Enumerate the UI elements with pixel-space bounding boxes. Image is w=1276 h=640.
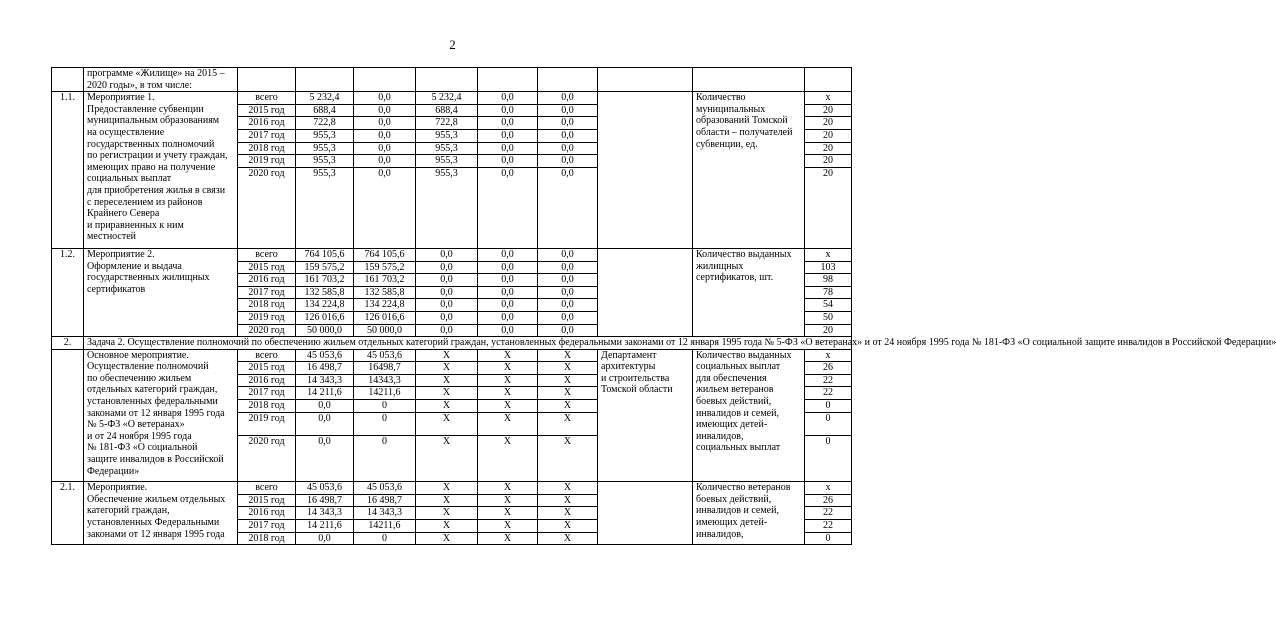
other-sources: 0,0: [538, 104, 598, 117]
other-sources: 0,0: [538, 142, 598, 155]
total-amount: 159 575,2: [296, 261, 354, 274]
cell-line: муниципальным образованиям: [87, 115, 220, 127]
regional-budget: [416, 68, 478, 92]
period: 2018 год: [238, 532, 296, 545]
cell-line: боевых действий,: [696, 493, 772, 505]
total-amount: 0,0: [296, 412, 354, 435]
cell-line: государственных жилищных: [87, 272, 210, 284]
task-text: Задача 2. Осуществление полномочий по обеспечению жильем отдельных категорий граждан, установленных федеральными законами от 12 января 1995 года № 5-ФЗ «О ветеранах» и от 24 ноября 1995 года № 181-ФЗ «О социальной защите инвалидов в Российской Федерации»: [84, 337, 852, 350]
total-amount: [296, 68, 354, 92]
indicator-value: 78: [805, 286, 852, 299]
period: всего: [238, 482, 296, 495]
row-number: [52, 349, 84, 482]
period: 2016 год: [238, 507, 296, 520]
regional-budget: Х: [416, 435, 478, 481]
activity-description: [84, 349, 238, 482]
period: 2018 год: [238, 142, 296, 155]
other-sources: 0,0: [538, 92, 598, 105]
total-amount: 45 053,6: [296, 349, 354, 362]
regional-budget: 0,0: [416, 274, 478, 287]
total-amount: 955,3: [296, 167, 354, 248]
other-sources: 0,0: [538, 274, 598, 287]
cell-line: программе «Жилище» на 2015 –: [87, 68, 225, 79]
cell-line: № 5-ФЗ «О ветеранах»: [87, 419, 185, 431]
cell-line: социальных выплат: [87, 173, 172, 185]
local-budget: Х: [478, 520, 538, 533]
federal-budget: 0,0: [354, 167, 416, 248]
cell-line: Департамент: [601, 349, 657, 361]
cell-line: Федерации»: [87, 465, 140, 477]
period: 2017 год: [238, 129, 296, 142]
local-budget: Х: [478, 494, 538, 507]
cell-line: Мероприятие 1.: [87, 92, 155, 104]
indicator-value: 20: [805, 129, 852, 142]
federal-budget: 0,0: [354, 104, 416, 117]
indicator-value: 54: [805, 299, 852, 312]
indicator-value: х: [805, 248, 852, 261]
federal-budget: 0: [354, 412, 416, 435]
period: 2015 год: [238, 104, 296, 117]
cell-line: № 181-ФЗ «О социальной: [87, 442, 198, 454]
cell-line: установленных Федеральными: [87, 517, 220, 529]
row-number: 2.1.: [52, 482, 84, 545]
cell-line: сертификатов, шт.: [696, 272, 774, 284]
local-budget: Х: [478, 362, 538, 375]
regional-budget: Х: [416, 494, 478, 507]
cell-line: жильем ветеранов: [696, 384, 774, 396]
federal-budget: 0: [354, 400, 416, 413]
regional-budget: Х: [416, 532, 478, 545]
total-amount: 161 703,2: [296, 274, 354, 287]
cell-line: защите инвалидов в Российской: [87, 454, 224, 466]
row-number: 1.1.: [52, 92, 84, 249]
indicator-value: 26: [805, 494, 852, 507]
local-budget: 0,0: [478, 142, 538, 155]
row-number: 2.: [52, 337, 84, 350]
regional-budget: 0,0: [416, 299, 478, 312]
local-budget: Х: [478, 412, 538, 435]
activity-description: [84, 482, 238, 545]
table-row: [52, 248, 852, 261]
regional-budget: 688,4: [416, 104, 478, 117]
regional-budget: 955,3: [416, 167, 478, 248]
regional-budget: 722,8: [416, 117, 478, 130]
period: 2019 год: [238, 412, 296, 435]
table-row: [52, 349, 852, 362]
regional-budget: Х: [416, 374, 478, 387]
period: 2017 год: [238, 520, 296, 533]
activity-description: [84, 68, 238, 92]
cell-line: Томской области: [601, 384, 673, 396]
local-budget: Х: [478, 387, 538, 400]
total-amount: 955,3: [296, 155, 354, 168]
period: 2020 год: [238, 167, 296, 248]
cell-line: законами от 12 января 1995 года: [87, 528, 225, 540]
regional-budget: 955,3: [416, 129, 478, 142]
federal-budget: 50 000,0: [354, 324, 416, 337]
cell-line: Количество выданных: [696, 349, 792, 361]
federal-budget: 16 498,7: [354, 494, 416, 507]
cell-line: и приравненных к ним: [87, 219, 184, 231]
other-sources: Х: [538, 374, 598, 387]
local-budget: 0,0: [478, 92, 538, 105]
cell-line: для обеспечения: [696, 372, 767, 384]
regional-budget: 0,0: [416, 261, 478, 274]
federal-budget: 132 585,8: [354, 286, 416, 299]
total-amount: 955,3: [296, 142, 354, 155]
other-sources: Х: [538, 412, 598, 435]
federal-budget: 16498,7: [354, 362, 416, 375]
local-budget: Х: [478, 435, 538, 481]
cell-line: на осуществление: [87, 126, 165, 138]
indicator-value: 20: [805, 104, 852, 117]
local-budget: Х: [478, 349, 538, 362]
table-row: [52, 92, 852, 105]
federal-budget: 0,0: [354, 142, 416, 155]
cell-line: Предоставление субвенции: [87, 103, 204, 115]
federal-budget: 45 053,6: [354, 482, 416, 495]
cell-line: Обеспечение жильем отдельных: [87, 493, 226, 505]
period: всего: [238, 92, 296, 105]
local-budget: 0,0: [478, 299, 538, 312]
other-sources: 0,0: [538, 311, 598, 324]
total-amount: 0,0: [296, 435, 354, 481]
local-budget: 0,0: [478, 167, 538, 248]
other-sources: Х: [538, 532, 598, 545]
indicator-value: х: [805, 349, 852, 362]
indicator-value: 0: [805, 532, 852, 545]
local-budget: 0,0: [478, 155, 538, 168]
federal-budget: 14211,6: [354, 520, 416, 533]
federal-budget: 764 105,6: [354, 248, 416, 261]
cell-line: по обеспечению жильем: [87, 372, 192, 384]
cell-line: боевых действий,: [696, 396, 772, 408]
federal-budget: 14211,6: [354, 387, 416, 400]
cell-line: инвалидов и семей,: [696, 505, 779, 517]
regional-budget: 955,3: [416, 142, 478, 155]
other-sources: Х: [538, 400, 598, 413]
local-budget: 0,0: [478, 261, 538, 274]
cell-line: Количество ветеранов: [696, 482, 791, 494]
local-budget: 0,0: [478, 286, 538, 299]
cell-line: социальных выплат: [696, 442, 781, 454]
federal-budget: 126 016,6: [354, 311, 416, 324]
indicator-value: 20: [805, 324, 852, 337]
cell-line: жилищных: [696, 260, 744, 272]
other-sources: Х: [538, 362, 598, 375]
federal-budget: 14343,3: [354, 374, 416, 387]
cell-line: области – получателей: [696, 126, 793, 138]
cell-line: отдельных категорий граждан,: [87, 384, 218, 396]
cell-line: муниципальных: [696, 103, 766, 115]
indicator-value: 0: [805, 400, 852, 413]
total-amount: 132 585,8: [296, 286, 354, 299]
total-amount: 722,8: [296, 117, 354, 130]
cell-line: для приобретения жилья в связи: [87, 184, 226, 196]
indicator-value: 98: [805, 274, 852, 287]
indicator-value: 26: [805, 362, 852, 375]
local-budget: Х: [478, 482, 538, 495]
period: 2016 год: [238, 374, 296, 387]
period: 2020 год: [238, 435, 296, 481]
indicator-value: 22: [805, 387, 852, 400]
row-number: [52, 68, 84, 92]
federal-budget: 0: [354, 532, 416, 545]
regional-budget: 0,0: [416, 324, 478, 337]
other-sources: 0,0: [538, 261, 598, 274]
other-sources: 0,0: [538, 129, 598, 142]
federal-budget: 0,0: [354, 92, 416, 105]
total-amount: 0,0: [296, 532, 354, 545]
federal-budget: 0,0: [354, 117, 416, 130]
period: всего: [238, 349, 296, 362]
period: [238, 68, 296, 92]
federal-budget: 134 224,8: [354, 299, 416, 312]
cell-line: установленных федеральными: [87, 396, 218, 408]
cell-line: инвалидов,: [696, 528, 744, 540]
cell-line: имеющих детей-: [696, 419, 768, 431]
total-amount: 14 343,3: [296, 374, 354, 387]
cell-line: Осуществление полномочий: [87, 361, 209, 373]
program-table: [51, 67, 1276, 545]
indicator-value: 0: [805, 412, 852, 435]
total-amount: 126 016,6: [296, 311, 354, 324]
local-budget: Х: [478, 507, 538, 520]
cell-line: Количество: [696, 92, 746, 104]
regional-budget: Х: [416, 400, 478, 413]
cell-line: законами от 12 января 1995 года: [87, 407, 225, 419]
other-sources: Х: [538, 482, 598, 495]
other-sources: 0,0: [538, 324, 598, 337]
regional-budget: 0,0: [416, 311, 478, 324]
total-amount: 955,3: [296, 129, 354, 142]
regional-budget: 0,0: [416, 248, 478, 261]
local-budget: Х: [478, 374, 538, 387]
other-sources: [538, 68, 598, 92]
other-sources: Х: [538, 507, 598, 520]
other-sources: 0,0: [538, 248, 598, 261]
period: 2015 год: [238, 494, 296, 507]
activity-description: [84, 92, 238, 249]
indicator-value: 103: [805, 261, 852, 274]
row-number: 1.2.: [52, 248, 84, 336]
regional-budget: Х: [416, 387, 478, 400]
local-budget: Х: [478, 400, 538, 413]
cell-line: социальных выплат: [696, 361, 781, 373]
cell-line: Мероприятие 2.: [87, 248, 155, 260]
period: 2017 год: [238, 286, 296, 299]
other-sources: 0,0: [538, 286, 598, 299]
federal-budget: 159 575,2: [354, 261, 416, 274]
indicator-value: 20: [805, 117, 852, 130]
local-budget: [478, 68, 538, 92]
other-sources: Х: [538, 387, 598, 400]
federal-budget: 14 343,3: [354, 507, 416, 520]
period: 2015 год: [238, 261, 296, 274]
responsible-executor: [598, 482, 693, 545]
responsible-executor: [598, 248, 693, 336]
period: 2020 год: [238, 324, 296, 337]
cell-line: 2020 годы», в том числе:: [87, 79, 192, 91]
activity-description: [84, 248, 238, 336]
total-amount: 14 211,6: [296, 387, 354, 400]
indicator-value: [805, 68, 852, 92]
total-amount: 45 053,6: [296, 482, 354, 495]
other-sources: Х: [538, 520, 598, 533]
federal-budget: 0: [354, 435, 416, 481]
federal-budget: 0,0: [354, 155, 416, 168]
indicator-value: 22: [805, 507, 852, 520]
indicator-name: [693, 349, 805, 482]
local-budget: 0,0: [478, 311, 538, 324]
total-amount: 14 211,6: [296, 520, 354, 533]
regional-budget: Х: [416, 362, 478, 375]
cell-line: по регистрации и учету граждан,: [87, 150, 228, 162]
responsible-executor: [598, 68, 693, 92]
total-amount: 688,4: [296, 104, 354, 117]
period: 2018 год: [238, 299, 296, 312]
indicator-value: 0: [805, 435, 852, 481]
federal-budget: 0,0: [354, 129, 416, 142]
total-amount: 764 105,6: [296, 248, 354, 261]
indicator-value: 20: [805, 142, 852, 155]
cell-line: Оформление и выдача: [87, 260, 182, 272]
indicator-name: [693, 92, 805, 249]
period: 2019 год: [238, 311, 296, 324]
cell-line: Крайнего Севера: [87, 208, 160, 220]
other-sources: Х: [538, 349, 598, 362]
cell-line: имеющих детей-: [696, 517, 768, 529]
responsible-executor: [598, 349, 693, 482]
local-budget: 0,0: [478, 117, 538, 130]
indicator-value: 22: [805, 374, 852, 387]
regional-budget: Х: [416, 482, 478, 495]
cell-line: инвалидов,: [696, 430, 744, 442]
total-amount: 16 498,7: [296, 494, 354, 507]
cell-line: сертификатов: [87, 283, 146, 295]
other-sources: 0,0: [538, 117, 598, 130]
cell-line: и от 24 ноября 1995 года: [87, 430, 192, 442]
cell-line: государственных полномочий: [87, 138, 215, 150]
cell-line: Основное мероприятие.: [87, 349, 189, 361]
responsible-executor: [598, 92, 693, 249]
total-amount: 50 000,0: [296, 324, 354, 337]
indicator-value: 22: [805, 520, 852, 533]
total-amount: 16 498,7: [296, 362, 354, 375]
federal-budget: 161 703,2: [354, 274, 416, 287]
cell-line: и строительства: [601, 372, 670, 384]
regional-budget: 955,3: [416, 155, 478, 168]
period: 2018 год: [238, 400, 296, 413]
total-amount: 5 232,4: [296, 92, 354, 105]
cell-line: имеющих право на получение: [87, 161, 216, 173]
indicator-value: х: [805, 92, 852, 105]
cell-line: архитектуры: [601, 361, 656, 373]
cell-line: Мероприятие.: [87, 482, 148, 494]
indicator-name: [693, 248, 805, 336]
regional-budget: Х: [416, 520, 478, 533]
other-sources: Х: [538, 494, 598, 507]
indicator-value: 50: [805, 311, 852, 324]
cell-line: местностей: [87, 231, 137, 243]
task-row: [52, 337, 852, 350]
regional-budget: 0,0: [416, 286, 478, 299]
cell-line: субвенции, ед.: [696, 138, 758, 150]
indicator-value: 20: [805, 155, 852, 168]
other-sources: 0,0: [538, 167, 598, 248]
local-budget: 0,0: [478, 324, 538, 337]
page-number: 2: [449, 37, 456, 52]
regional-budget: 5 232,4: [416, 92, 478, 105]
period: 2015 год: [238, 362, 296, 375]
regional-budget: Х: [416, 349, 478, 362]
regional-budget: Х: [416, 507, 478, 520]
other-sources: 0,0: [538, 299, 598, 312]
table-row: [52, 68, 852, 92]
total-amount: 14 343,3: [296, 507, 354, 520]
indicator-name: [693, 482, 805, 545]
local-budget: 0,0: [478, 274, 538, 287]
local-budget: 0,0: [478, 104, 538, 117]
local-budget: Х: [478, 532, 538, 545]
period: 2016 год: [238, 274, 296, 287]
local-budget: 0,0: [478, 129, 538, 142]
total-amount: 134 224,8: [296, 299, 354, 312]
cell-line: Количество выданных: [696, 248, 792, 260]
cell-line: с переселением из районов: [87, 196, 203, 208]
other-sources: 0,0: [538, 155, 598, 168]
cell-line: категорий граждан,: [87, 505, 170, 517]
federal-budget: 45 053,6: [354, 349, 416, 362]
period: 2016 год: [238, 117, 296, 130]
cell-line: инвалидов и семей,: [696, 407, 779, 419]
period: всего: [238, 248, 296, 261]
regional-budget: Х: [416, 412, 478, 435]
cell-line: образований Томской: [696, 115, 788, 127]
period: 2017 год: [238, 387, 296, 400]
program-table-body: [52, 68, 1276, 545]
indicator-value: х: [805, 482, 852, 495]
table-row: [52, 482, 852, 495]
other-sources: Х: [538, 435, 598, 481]
local-budget: 0,0: [478, 248, 538, 261]
indicator-name: [693, 68, 805, 92]
total-amount: 0,0: [296, 400, 354, 413]
period: 2019 год: [238, 155, 296, 168]
federal-budget: [354, 68, 416, 92]
indicator-value: 20: [805, 167, 852, 248]
